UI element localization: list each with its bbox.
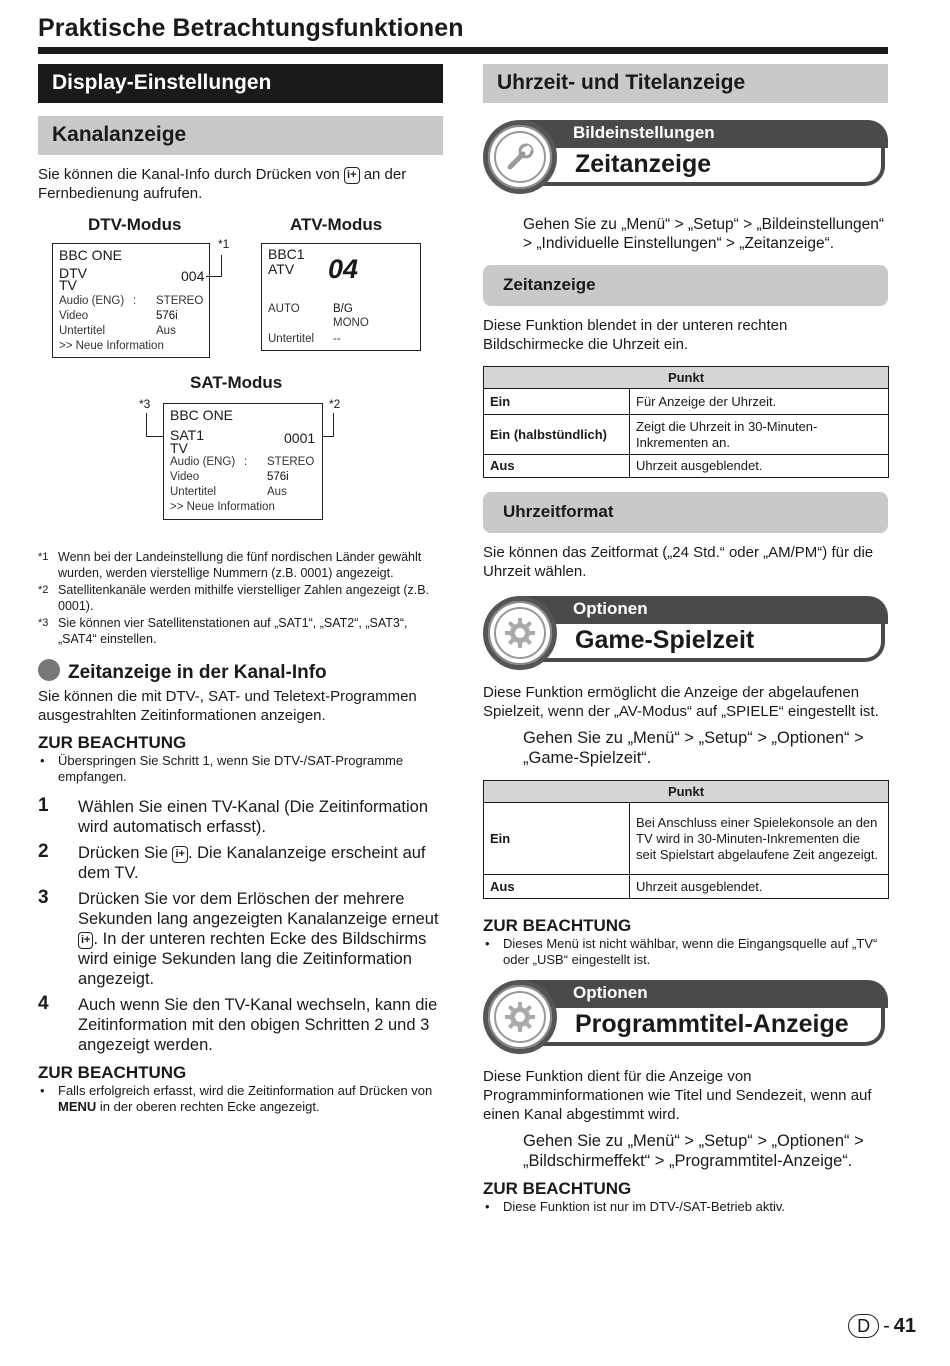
dtv-row-audio-key: Audio (ENG) (59, 295, 125, 307)
sat-channel-name: BBC ONE (170, 407, 234, 423)
game-spielzeit-menu-path: Gehen Sie zu „Menü“ > „Setup“ > „Optionen“ > „Game-Spielzeit“. (523, 729, 864, 767)
table-row: Aus Uhrzeit ausgeblendet. (484, 875, 889, 899)
kanalanzeige-intro: Sie können die Kanal-Info durch Drücken von i+ an der Fernbedienung aufrufen. (38, 166, 407, 202)
game-note-title: ZUR BEACHTUNG (483, 916, 632, 935)
info-button-icon: i+ (78, 932, 93, 949)
sat-mode-label: SAT-Modus (190, 373, 283, 392)
footnote-1: *1 Wenn bei der Landeinstellung die fünf nordischen Länder gewählt wurden, werden vierstellige Nummern (z.B. 0001) angezeigt. (38, 550, 422, 580)
dtv-type: DTV (59, 265, 87, 281)
feature-icon-ring (483, 596, 557, 670)
wrench-icon (503, 140, 537, 174)
footnote-3: *3 Sie können vier Satellitenstationen auf „SAT1“, „SAT2“, „SAT3“, „SAT4“ einstellen. (38, 616, 408, 646)
feature-category: Optionen (523, 596, 888, 624)
info-button-icon: i+ (344, 167, 359, 184)
atv-row-bg: B/G (333, 303, 353, 315)
feature-icon-ring (483, 980, 557, 1054)
feature-header-programmtitel (483, 980, 888, 1055)
section-title-display: Display-Einstellungen (38, 64, 443, 103)
feature-title: Game-Spielzeit (523, 624, 885, 662)
sat-type: SAT1 (170, 427, 204, 443)
table-row: Ein Für Anzeige der Uhrzeit. (484, 389, 889, 415)
feature-icon-ring (483, 120, 557, 194)
dtv-row-video-val: 576i (156, 310, 178, 322)
dtv-row-sub-val: Aus (156, 325, 176, 337)
info-button-icon: i+ (172, 846, 187, 863)
atv-row-auto: AUTO (268, 303, 300, 315)
game-spielzeit-text: Diese Funktion ermöglicht die Anzeige der abgelaufenen Spielzeit, wenn der „AV-Modus“ auf „SPIELE“ eingestellt ist. (483, 684, 879, 720)
sat-marker-left: *3 (139, 397, 151, 411)
subheading-uhrzeitformat: Uhrzeitformat (483, 492, 888, 533)
sat-row-video-key: Video (170, 471, 200, 483)
table-header: Punkt (484, 367, 889, 389)
feature-category: Optionen (523, 980, 888, 1008)
atv-number: 04 (328, 254, 359, 284)
atv-channel-name: BBC1 (268, 246, 305, 262)
sat-row-audio-key: Audio (ENG) (170, 456, 236, 468)
feature-title: Zeitanzeige (523, 148, 885, 186)
programmtitel-note-title: ZUR BEACHTUNG (483, 1179, 632, 1198)
sat-more-info: >> Neue Information (170, 501, 275, 513)
programmtitel-note-bullet: • Diese Funktion ist nur im DTV-/SAT-Betrieb aktiv. (483, 1199, 888, 1215)
dtv-row-video-key: Video (59, 310, 89, 322)
sat-row-audio-sep: : (244, 456, 248, 468)
footnote-2: *2 Satellitenkanäle werden mithilfe vierstelliger Zahlen angezeigt (z.B. 0001). (38, 583, 430, 613)
feature-header-zeitanzeige (483, 120, 888, 195)
zeitanzeige-text: Diese Funktion blendet in der unteren rechten Bildschirmecke die Uhrzeit ein. (483, 317, 788, 353)
atv-osd-box (261, 243, 421, 351)
table-header: Punkt (484, 781, 889, 803)
dtv-row-audio-sep: : (133, 295, 137, 307)
subheading-zeitanzeige: Zeitanzeige (483, 265, 888, 306)
sat-row-audio-val: STEREO (267, 456, 315, 468)
steps-list (38, 797, 443, 1055)
atv-row-sub-val: -- (333, 333, 341, 345)
page-sep: - (883, 1314, 890, 1337)
dtv-row-audio-val: STEREO (156, 295, 204, 307)
game-note-bullet: • Dieses Menü ist nicht wählbar, wenn die Eingangsquelle auf „TV“ oder „USB“ eingestellt ist. (483, 936, 888, 968)
zeit-kanalinfo-heading: Zeitanzeige in der Kanal-Info (38, 659, 443, 684)
channel-info-diagrams (38, 213, 443, 543)
dtv-bracket (206, 255, 222, 277)
sat-tv: TV (170, 440, 188, 456)
sat-number: 0001 (284, 430, 316, 446)
page-title: Praktische Betrachtungsfunktionen (38, 14, 464, 42)
atv-row-mono: MONO (333, 317, 369, 329)
gear-icon (503, 1000, 537, 1034)
note1-bullet: • Überspringen Sie Schritt 1, wenn Sie DTV-/SAT-Programme empfangen. (38, 753, 443, 785)
zeitanzeige-table (483, 366, 889, 478)
game-spielzeit-table (483, 780, 889, 899)
feature-title: Programmtitel-Anzeige (523, 1008, 885, 1046)
sat-row-video-val: 576i (267, 471, 289, 483)
uhrzeitformat-text: Sie können das Zeitformat („24 Std.“ oder „AM/PM“) für die Uhrzeit wählen. (483, 544, 874, 580)
table-row: Ein (halbstündlich) Zeigt die Uhrzeit in 30-Minuten-Inkrementen an. (484, 415, 889, 455)
dtv-more-info: >> Neue Information (59, 340, 164, 352)
dtv-tv: TV (59, 277, 77, 293)
zeit-kanalinfo-text: Sie können die mit DTV-, SAT- und Teletext-Programmen ausgestrahlten Zeitinformationen anzeigen. (38, 688, 417, 724)
footnotes (38, 549, 443, 647)
sat-row-sub-val: Aus (267, 486, 287, 498)
page-letter: D (848, 1314, 879, 1338)
step-3: 3 Drücken Sie vor dem Erlöschen der mehrere Sekunden lang angezeigten Kanalanzeige erneut i+ . In der unteren rechten Ecke des Bildschirms wird einige Sekunden lang die Zeitinformation angezeigt. (38, 887, 439, 988)
step-1: 1 Wählen Sie einen TV-Kanal (Die Zeitinformation wird automatisch erfasst). (38, 795, 429, 836)
dtv-mode-label: DTV-Modus (88, 215, 182, 234)
sat-osd-box (163, 403, 323, 520)
table-row: Ein Bei Anschluss einer Spielekonsole an den TV wird in 30-Minuten-Inkrementen die seit Spielstart abgelaufene Zeit angezeigt. (484, 803, 889, 875)
section-title-uhrzeit: Uhrzeit- und Titelanzeige (483, 64, 888, 103)
right-column (483, 64, 888, 1215)
title-rule (38, 47, 888, 54)
step-2: 2 Drücken Sie i+ . Die Kanalanzeige erscheint auf dem TV. (38, 841, 426, 882)
page-number-value: 41 (893, 1314, 916, 1337)
dtv-number: 004 (181, 268, 205, 284)
zeitanzeige-menu-path: Gehen Sie zu „Menü“ > „Setup“ > „Bildeinstellungen“ > „Individuelle Einstellungen“ > „Zeitanzeige“. (523, 216, 885, 252)
page-number (848, 1314, 916, 1338)
dtv-osd-box (52, 243, 210, 358)
sat-marker-right: *2 (329, 397, 341, 411)
feature-header-game-spielzeit (483, 596, 888, 671)
programmtitel-text: Diese Funktion dient für die Anzeige von Programminformationen wie Titel und Sendezeit, wenn auf einen Kanal abgestimmt wird. (483, 1068, 872, 1123)
atv-row-sub-key: Untertitel (268, 333, 315, 345)
gear-icon (503, 616, 537, 650)
note2-bullet: • Falls erfolgreich erfasst, wird die Zeitinformation auf Drücken von MENU in der oberen rechten Ecke angezeigt. (38, 1083, 443, 1115)
left-column (38, 64, 443, 1115)
note2-title: ZUR BEACHTUNG (38, 1063, 187, 1082)
circle-bullet-icon (38, 659, 60, 681)
sat-row-sub-key: Untertitel (170, 486, 217, 498)
atv-type: ATV (268, 261, 295, 277)
atv-mode-label: ATV-Modus (290, 215, 383, 234)
feature-category: Bildeinstellungen (523, 120, 888, 148)
subsection-title-kanalanzeige: Kanalanzeige (38, 116, 443, 155)
programmtitel-menu-path: Gehen Sie zu „Menü“ > „Setup“ > „Optionen“ > „Bildschirmeffekt“ > „Programmtitel-Anzeige“. (523, 1132, 864, 1170)
note1-title: ZUR BEACHTUNG (38, 733, 187, 752)
table-row: Aus Uhrzeit ausgeblendet. (484, 455, 889, 478)
step-4: 4 Auch wenn Sie den TV-Kanal wechseln, kann die Zeitinformation mit den obigen Schritten 2 und 3 angezeigt werden. (38, 993, 438, 1054)
dtv-channel-name: BBC ONE (59, 247, 123, 263)
dtv-row-sub-key: Untertitel (59, 325, 106, 337)
dtv-marker: *1 (218, 237, 230, 251)
